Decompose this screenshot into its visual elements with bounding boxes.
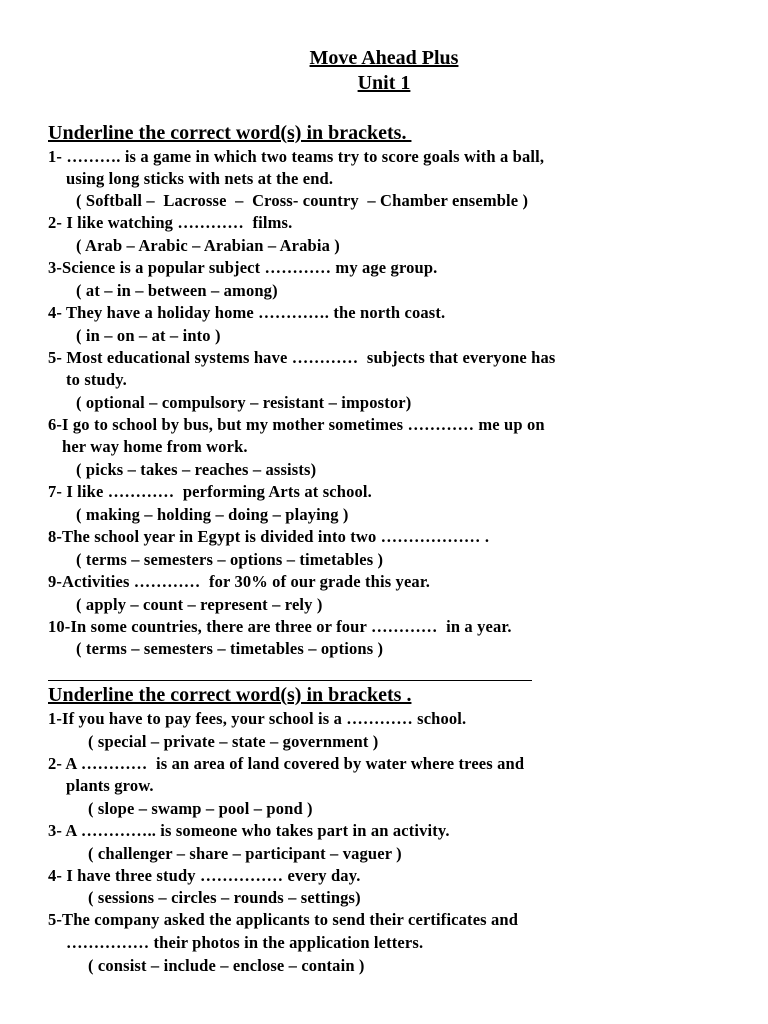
answer-options: ( Arab – Arabic – Arabian – Arabia ) — [76, 236, 340, 255]
answer-options: ( consist – include – enclose – contain ) — [88, 956, 365, 975]
question-line: 7- I like ………… performing Arts at school. — [48, 482, 372, 501]
question-line: 8-The school year in Egypt is divided into two ……………… . — [48, 527, 490, 546]
question-line: using long sticks with nets at the end. — [66, 169, 334, 188]
answer-options: ( picks – takes – reaches – assists) — [76, 460, 317, 479]
page-subtitle: Unit 1 — [357, 72, 411, 94]
question-line: to study. — [66, 370, 127, 389]
answer-options: ( in – on – at – into ) — [76, 326, 221, 345]
question-line: 2- I like watching ………… films. — [48, 213, 293, 232]
answer-options: ( Softball – Lacrosse – Cross- country – Chamber ensemble ) — [76, 191, 529, 210]
question-line: 4- I have three study …………… every day. — [48, 866, 361, 885]
question-line: her way home from work. — [62, 437, 248, 456]
answer-options: ( apply – count – represent – rely ) — [76, 595, 323, 614]
question-line: 2- A ………… is an area of land covered by water where trees and — [48, 754, 525, 773]
question-line: 3-Science is a popular subject ………… my age group. — [48, 258, 438, 277]
question-line: 5-The company asked the applicants to send their certificates and — [48, 910, 519, 929]
question-line: 6-I go to school by bus, but my mother sometimes ………… me up on — [48, 415, 545, 434]
question-line: 10-In some countries, there are three or four ………… in a year. — [48, 617, 512, 636]
answer-options: ( sessions – circles – rounds – settings) — [88, 888, 361, 907]
answer-options: ( at – in – between – among) — [76, 281, 278, 300]
question-line: 4- They have a holiday home …………. the north coast. — [48, 303, 446, 322]
answer-options: ( making – holding – doing – playing ) — [76, 505, 349, 524]
page-title: Move Ahead Plus — [309, 47, 459, 69]
answer-options: ( terms – semesters – options – timetables ) — [76, 550, 384, 569]
question-line: …………… their photos in the application letters. — [66, 933, 424, 952]
section-divider — [48, 680, 532, 681]
question-line: 3- A ………….. is someone who takes part in an activity. — [48, 821, 450, 840]
section2-heading: Underline the correct word(s) in brackets . — [48, 684, 412, 706]
answer-options: ( special – private – state – government ) — [88, 732, 379, 751]
question-line: 9-Activities ………… for 30% of our grade this year. — [48, 572, 431, 591]
section1-heading: Underline the correct word(s) in brackets. — [48, 122, 412, 144]
answer-options: ( slope – swamp – pool – pond ) — [88, 799, 313, 818]
answer-options: ( challenger – share – participant – vaguer ) — [88, 844, 402, 863]
question-line: plants grow. — [66, 776, 154, 795]
question-line: 5- Most educational systems have ………… subjects that everyone has — [48, 348, 556, 367]
answer-options: ( terms – semesters – timetables – options ) — [76, 639, 384, 658]
question-line: 1- ………. is a game in which two teams try to score goals with a ball, — [48, 147, 545, 166]
answer-options: ( optional – compulsory – resistant – impostor) — [76, 393, 412, 412]
question-line: 1-If you have to pay fees, your school is a ………… school. — [48, 709, 467, 728]
